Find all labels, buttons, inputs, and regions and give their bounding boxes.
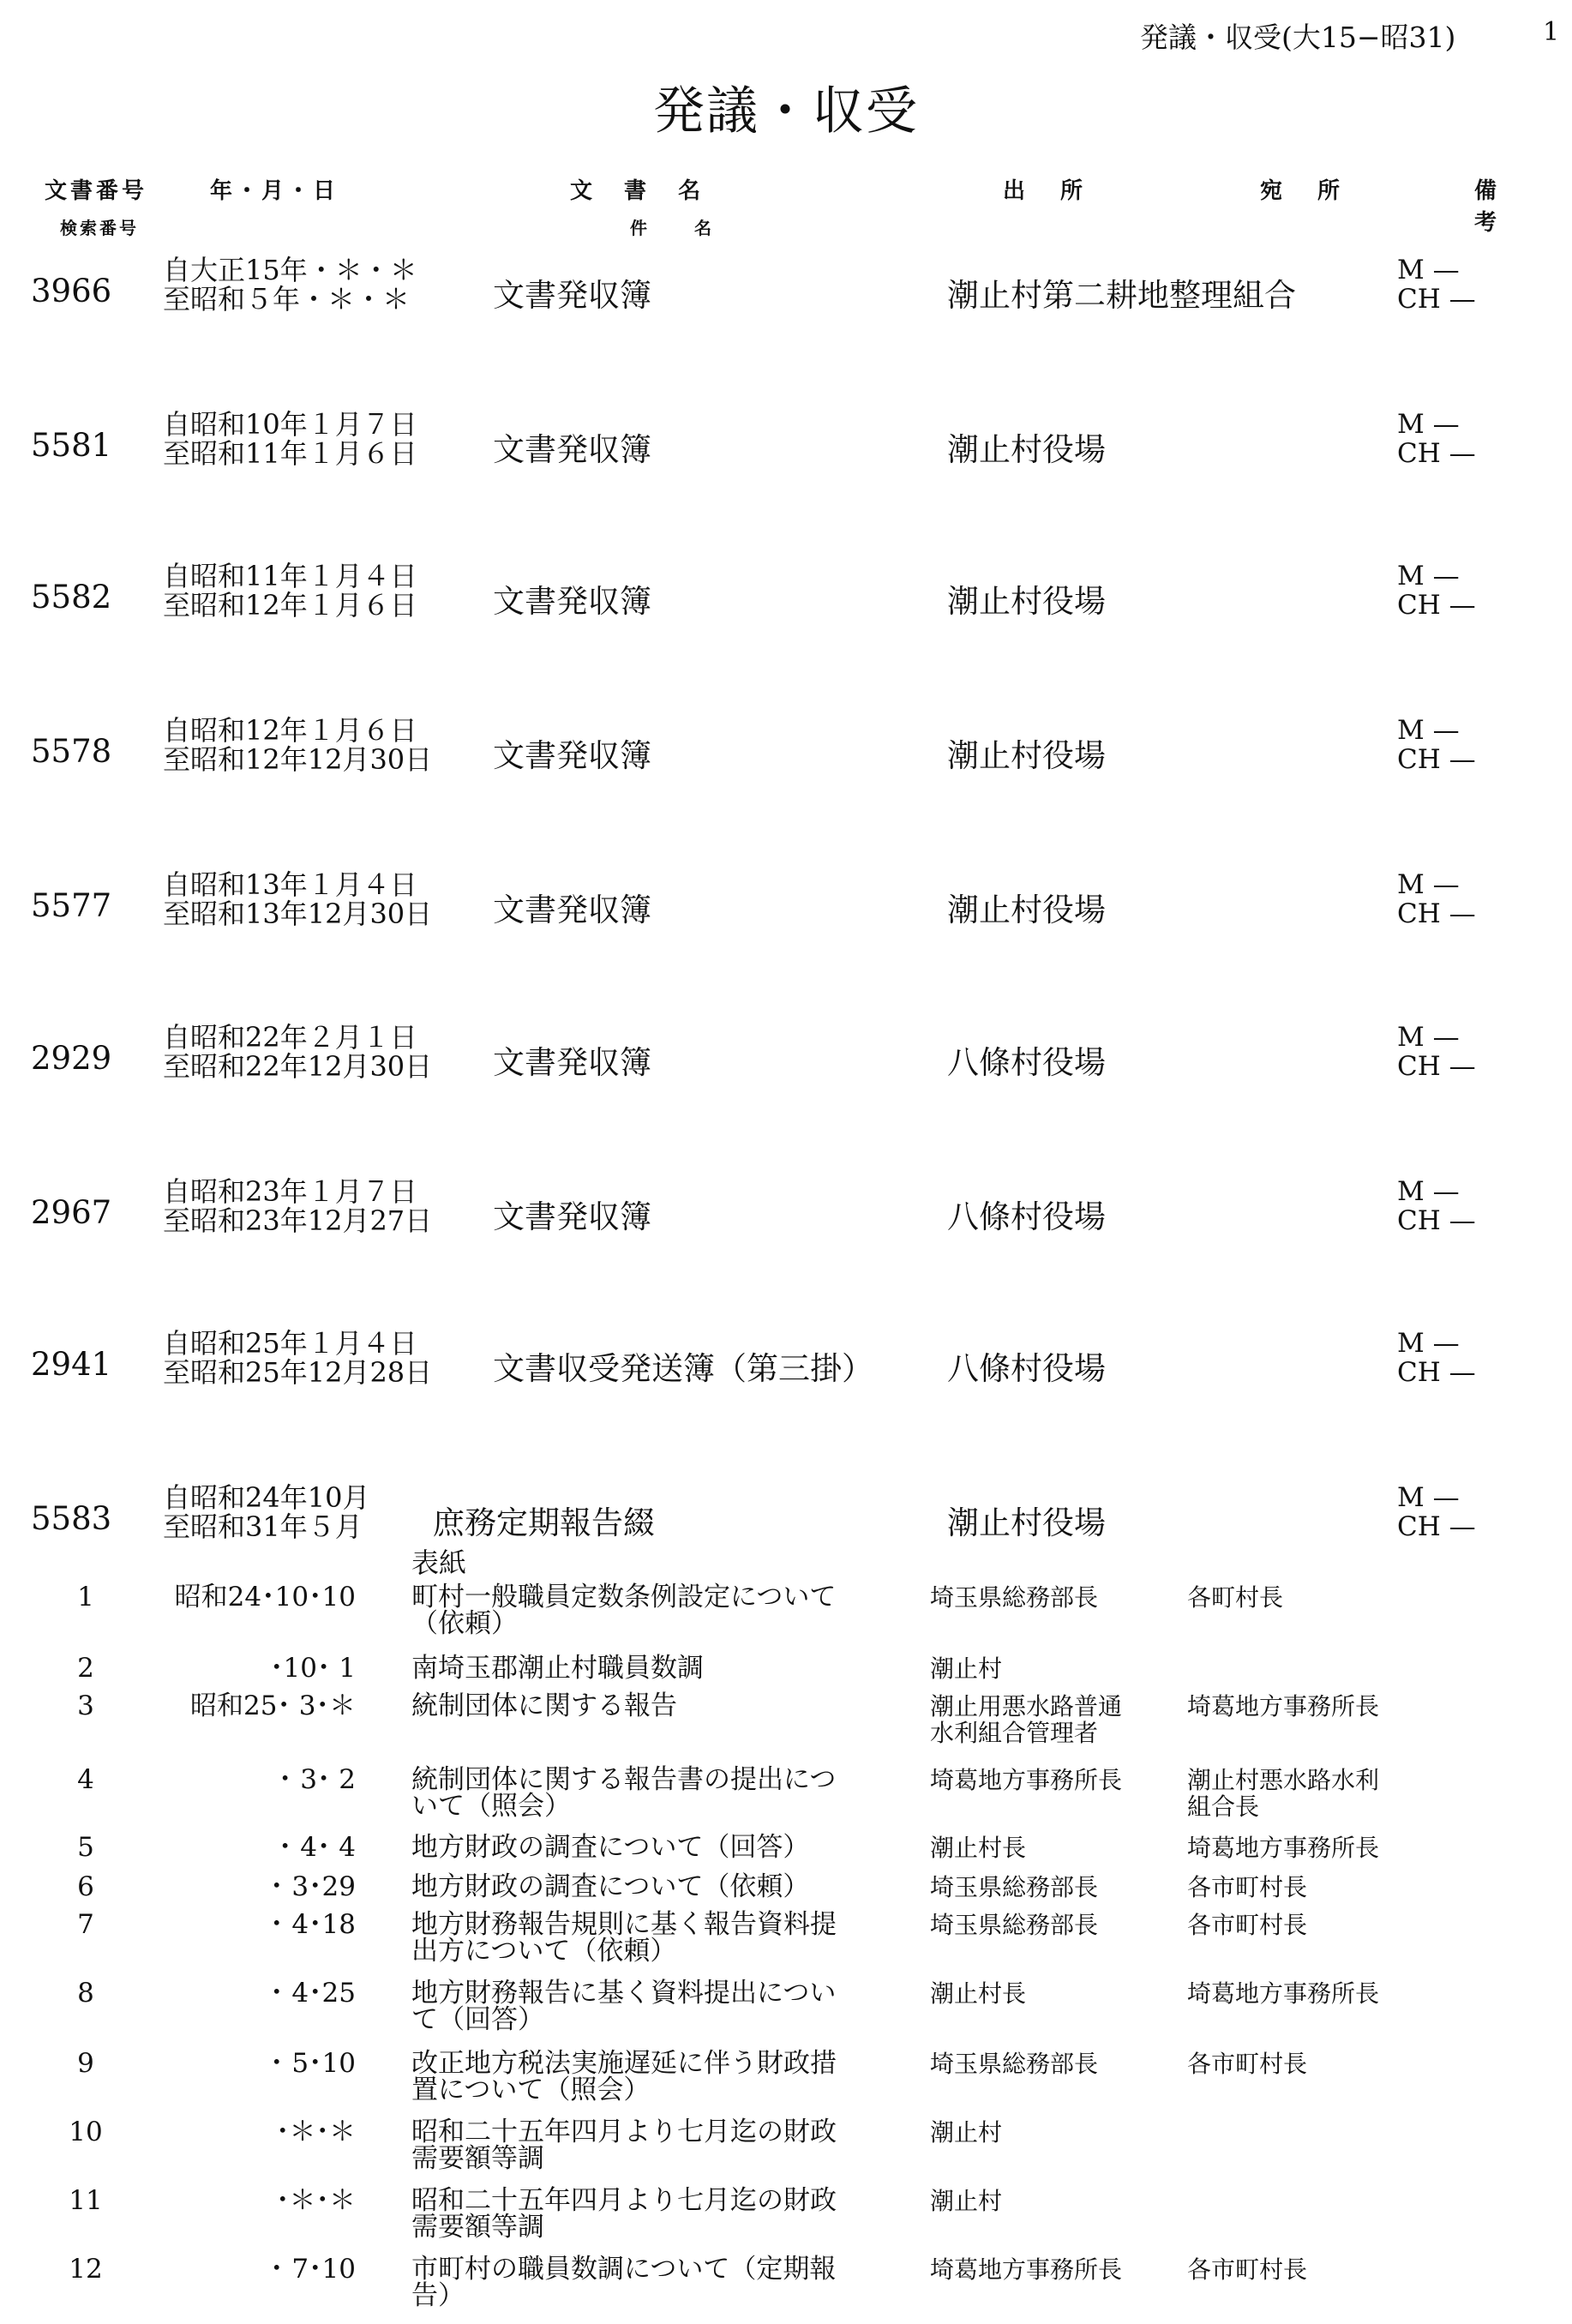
item-origin: 潮止村長 bbox=[930, 1979, 1027, 2008]
entry-number: 5582 bbox=[31, 579, 112, 616]
remark-m: M — bbox=[1397, 1022, 1460, 1053]
item-date: 昭和25･ 3･＊ bbox=[189, 1690, 356, 1721]
item-date: ･ 3･ 2 bbox=[278, 1764, 356, 1795]
item-subject: 地方財務報告規則に基く報告資料提 出方について（依頼） bbox=[411, 1909, 837, 1967]
entry-number: 5581 bbox=[31, 427, 112, 464]
page-number: 1 bbox=[1543, 17, 1560, 47]
entry-number: 5578 bbox=[31, 733, 112, 770]
item-destination: 各市町村長 bbox=[1187, 1911, 1308, 1939]
entry-origin: 八條村役場 bbox=[947, 1044, 1106, 1081]
entry-remarks bbox=[1397, 1329, 1476, 1387]
remark-m: M — bbox=[1397, 1328, 1460, 1359]
item-date: ･ 4･25 bbox=[269, 1978, 356, 2009]
remark-m: M — bbox=[1397, 409, 1460, 440]
entry-date-to: 至昭和11年１月６日 bbox=[163, 437, 417, 470]
entry-remarks bbox=[1397, 1177, 1476, 1235]
item-destination: 各市町村長 bbox=[1187, 2050, 1308, 2078]
item-origin: 潮止村 bbox=[930, 2118, 1003, 2147]
item-origin: 埼玉県総務部長 bbox=[930, 1911, 1099, 1939]
item-origin: 埼玉県総務部長 bbox=[930, 1583, 1099, 1612]
entry-remarks bbox=[1397, 410, 1476, 468]
item-number: 12 bbox=[69, 2254, 103, 2285]
column-header-origin: 出 所 bbox=[1003, 178, 1097, 204]
entry-title: 文書発収簿 bbox=[493, 737, 651, 774]
item-number: 3 bbox=[77, 1690, 94, 1721]
entry-remarks bbox=[1397, 870, 1476, 928]
item-origin: 潮止村長 bbox=[930, 1834, 1027, 1862]
item-subject: 地方財政の調査について（依頼） bbox=[411, 1871, 810, 1902]
entry-date-range bbox=[163, 870, 432, 928]
entry-date-from: 自昭和10年１月７日 bbox=[163, 408, 417, 441]
item-number: 10 bbox=[69, 2117, 103, 2147]
remark-m: M — bbox=[1397, 1176, 1460, 1207]
item-origin: 埼葛地方事務所長 bbox=[930, 2255, 1123, 2284]
entry-number: 5583 bbox=[31, 1500, 112, 1537]
entry-date-range bbox=[163, 1483, 369, 1541]
remark-m: M — bbox=[1397, 869, 1460, 900]
entry-remarks bbox=[1397, 1483, 1476, 1541]
remark-ch: CH — bbox=[1397, 284, 1476, 315]
item-number: 5 bbox=[77, 1832, 94, 1863]
entry-date-range bbox=[163, 716, 432, 774]
entry-date-range bbox=[163, 1023, 432, 1081]
item-date: ･ 3･29 bbox=[269, 1871, 356, 1902]
item-date: ･ 4･18 bbox=[269, 1909, 356, 1940]
item-destination: 埼葛地方事務所長 bbox=[1187, 1692, 1380, 1720]
item-destination: 埼葛地方事務所長 bbox=[1187, 1979, 1380, 2008]
item-number: 6 bbox=[77, 1871, 94, 1902]
item-origin: 潮止用悪水路普通 水利組合管理者 bbox=[930, 1692, 1123, 1747]
entry-date-from: 自昭和12年１月６日 bbox=[163, 714, 417, 747]
entry-date-range bbox=[163, 410, 417, 468]
column-header-item-name: 件 名 bbox=[630, 218, 732, 238]
entry-title: 庶務定期報告綴 bbox=[433, 1504, 655, 1541]
remark-m: M — bbox=[1397, 1482, 1460, 1513]
entry-number: 2929 bbox=[31, 1040, 112, 1077]
entry-origin: 潮止村役場 bbox=[947, 431, 1106, 468]
entry-origin: 八條村役場 bbox=[947, 1198, 1106, 1235]
remark-ch: CH — bbox=[1397, 744, 1476, 775]
remark-ch: CH — bbox=[1397, 590, 1476, 621]
file-entry bbox=[0, 870, 1572, 939]
file-entry bbox=[0, 561, 1572, 630]
item-date: 昭和24･10･10 bbox=[174, 1582, 356, 1612]
item-destination: 埼葛地方事務所長 bbox=[1187, 1834, 1380, 1862]
entry-origin: 潮止村役場 bbox=[947, 583, 1106, 620]
item-origin: 埼玉県総務部長 bbox=[930, 1873, 1099, 1901]
entry-remarks bbox=[1397, 1023, 1476, 1081]
item-number: 7 bbox=[77, 1909, 94, 1940]
item-origin: 潮止村 bbox=[930, 1654, 1003, 1683]
remark-ch: CH — bbox=[1397, 1357, 1476, 1388]
item-destination: 各市町村長 bbox=[1187, 1873, 1308, 1901]
item-subject: 統制団体に関する報告 bbox=[411, 1690, 677, 1721]
entry-date-range bbox=[163, 1329, 432, 1387]
entry-number: 2967 bbox=[31, 1194, 112, 1231]
entry-origin: 八條村役場 bbox=[947, 1350, 1106, 1387]
entry-date-from: 自大正15年・＊・＊ bbox=[163, 254, 417, 286]
column-header-date: 年・月・日 bbox=[210, 178, 339, 204]
entry-date-to: 至昭和22年12月30日 bbox=[163, 1050, 433, 1083]
entry-origin: 潮止村役場 bbox=[947, 737, 1106, 774]
item-origin: 潮止村 bbox=[930, 2187, 1003, 2215]
entry-date-from: 自昭和23年１月７日 bbox=[163, 1175, 417, 1208]
entry-title: 文書発収簿 bbox=[493, 1044, 651, 1081]
remark-ch: CH — bbox=[1397, 1051, 1476, 1082]
item-subject: 地方財務報告に基く資料提出につい て（回答） bbox=[411, 1978, 837, 2035]
file-entry bbox=[0, 1177, 1572, 1246]
entry-remarks bbox=[1397, 255, 1476, 314]
item-number: 4 bbox=[77, 1764, 94, 1795]
entry-remarks bbox=[1397, 716, 1476, 774]
entry-number: 5577 bbox=[31, 887, 112, 924]
item-number: 2 bbox=[77, 1653, 94, 1684]
item-subject: 町村一般職員定数条例設定について （依頼） bbox=[411, 1582, 837, 1639]
remark-ch: CH — bbox=[1397, 1511, 1476, 1542]
column-header-doc-name: 文 書 名 bbox=[570, 178, 713, 204]
page-title: 発議・収受 bbox=[653, 81, 919, 141]
entry-date-to: 至昭和13年12月30日 bbox=[163, 898, 433, 930]
item-subject: 昭和二十五年四月より七月迄の財政 需要額等調 bbox=[411, 2185, 837, 2243]
remark-m: M — bbox=[1397, 255, 1460, 285]
item-date: ･＊･＊ bbox=[276, 2185, 356, 2216]
item-number: 1 bbox=[77, 1582, 94, 1612]
file-entry bbox=[0, 1329, 1572, 1397]
entry-date-from: 自昭和24年10月 bbox=[163, 1481, 370, 1514]
entry-date-from: 自昭和11年１月４日 bbox=[163, 560, 417, 592]
item-date: ･10･ 1 bbox=[269, 1653, 356, 1684]
remark-ch: CH — bbox=[1397, 438, 1476, 469]
cover-label: 表紙 bbox=[411, 1546, 467, 1579]
entry-origin: 潮止村役場 bbox=[947, 1504, 1106, 1541]
item-subject: 昭和二十五年四月より七月迄の財政 需要額等調 bbox=[411, 2117, 837, 2174]
entry-date-range bbox=[163, 255, 417, 314]
item-number: 8 bbox=[77, 1978, 94, 2009]
column-header-doc-no: 文書番号 bbox=[45, 178, 148, 204]
item-number: 11 bbox=[69, 2185, 103, 2216]
file-entry bbox=[0, 1483, 1572, 1552]
entry-date-range bbox=[163, 561, 417, 620]
entry-date-to: 至昭和５年・＊・＊ bbox=[163, 283, 411, 315]
item-subject: 南埼玉郡潮止村職員数調 bbox=[411, 1653, 704, 1684]
entry-title: 文書発収簿 bbox=[493, 431, 651, 468]
remark-m: M — bbox=[1397, 715, 1460, 746]
entry-title: 文書発収簿 bbox=[493, 277, 651, 314]
entry-date-to: 至昭和25年12月28日 bbox=[163, 1356, 433, 1389]
entry-date-range bbox=[163, 1177, 432, 1235]
entry-title: 文書収受発送簿（第三掛） bbox=[493, 1350, 873, 1387]
entry-date-to: 至昭和31年５月 bbox=[163, 1510, 363, 1543]
entry-number: 2941 bbox=[31, 1346, 112, 1383]
entry-title: 文書発収簿 bbox=[493, 892, 651, 928]
file-entry bbox=[0, 1023, 1572, 1091]
item-origin: 埼玉県総務部長 bbox=[930, 2050, 1099, 2078]
item-destination: 各市町村長 bbox=[1187, 2255, 1308, 2284]
entry-date-to: 至昭和12年１月６日 bbox=[163, 589, 417, 622]
item-subject: 市町村の職員数調について（定期報 告） bbox=[411, 2254, 837, 2311]
file-entry bbox=[0, 716, 1572, 784]
item-date: ･ 7･10 bbox=[269, 2254, 356, 2285]
entry-title: 文書発収簿 bbox=[493, 1198, 651, 1235]
column-header-remarks: 備 考 bbox=[1474, 178, 1527, 236]
item-date: ･ 5･10 bbox=[269, 2048, 356, 2079]
entry-origin: 潮止村第二耕地整理組合 bbox=[947, 277, 1296, 314]
item-destination: 各町村長 bbox=[1187, 1583, 1284, 1612]
item-date: ･ 4･ 4 bbox=[278, 1832, 356, 1863]
entry-date-to: 至昭和12年12月30日 bbox=[163, 743, 433, 776]
item-date: ･＊･＊ bbox=[276, 2117, 356, 2147]
item-subject: 統制団体に関する報告書の提出につ いて（照会） bbox=[411, 1764, 837, 1822]
column-header-destination: 宛 所 bbox=[1260, 178, 1354, 204]
remark-ch: CH — bbox=[1397, 1205, 1476, 1236]
file-entry bbox=[0, 410, 1572, 478]
remark-m: M — bbox=[1397, 561, 1460, 592]
entry-date-to: 至昭和23年12月27日 bbox=[163, 1204, 433, 1237]
entry-origin: 潮止村役場 bbox=[947, 892, 1106, 928]
file-entry bbox=[0, 255, 1572, 324]
entry-date-from: 自昭和22年２月１日 bbox=[163, 1021, 417, 1054]
entry-date-from: 自昭和25年１月４日 bbox=[163, 1327, 417, 1360]
entry-title: 文書発収簿 bbox=[493, 583, 651, 620]
column-header-search-no: 検索番号 bbox=[60, 218, 139, 238]
item-destination: 潮止村悪水路水利 組合長 bbox=[1187, 1766, 1380, 1821]
entry-date-from: 自昭和13年１月４日 bbox=[163, 868, 417, 901]
remark-ch: CH — bbox=[1397, 898, 1476, 929]
item-origin: 埼葛地方事務所長 bbox=[930, 1766, 1123, 1794]
entry-remarks bbox=[1397, 561, 1476, 620]
entry-number: 3966 bbox=[31, 273, 112, 309]
item-subject: 地方財政の調査について（回答） bbox=[411, 1832, 810, 1863]
item-number: 9 bbox=[77, 2048, 94, 2079]
running-head: 発議・収受(大15−昭31) bbox=[1140, 21, 1456, 54]
item-subject: 改正地方税法実施遅延に伴う財政措 置について（照会） bbox=[411, 2048, 837, 2105]
